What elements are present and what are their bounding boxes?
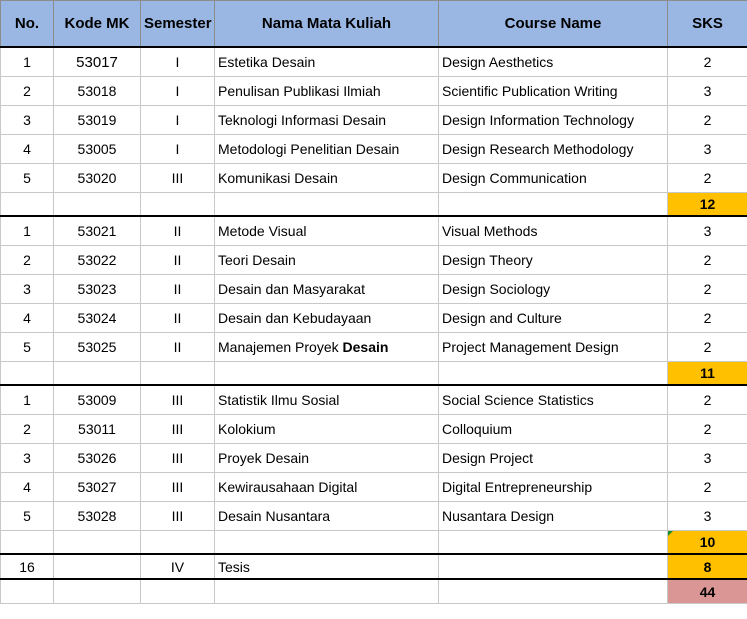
cell-semester[interactable]: II: [141, 275, 215, 304]
cell-semester[interactable]: I: [141, 47, 215, 77]
cell-course[interactable]: Design Sociology: [439, 275, 668, 304]
cell-no[interactable]: 2: [1, 415, 54, 444]
cell-kode[interactable]: 53022: [54, 246, 141, 275]
cell-semester[interactable]: II: [141, 333, 215, 362]
cell-course[interactable]: Design and Culture: [439, 304, 668, 333]
cell-no[interactable]: 2: [1, 77, 54, 106]
cell-course[interactable]: Visual Methods: [439, 216, 668, 246]
cell-sks[interactable]: 3: [668, 444, 747, 473]
cell-semester[interactable]: III: [141, 502, 215, 531]
cell-sks[interactable]: 3: [668, 216, 747, 246]
cell-nama[interactable]: Statistik Ilmu Sosial: [215, 385, 439, 415]
subtotal-sks[interactable]: 10: [668, 531, 747, 555]
cell-no[interactable]: 4: [1, 304, 54, 333]
empty-cell[interactable]: [439, 193, 668, 217]
cell-no[interactable]: 1: [1, 47, 54, 77]
cell-nama[interactable]: Metodologi Penelitian Desain: [215, 135, 439, 164]
cell-no[interactable]: 5: [1, 164, 54, 193]
cell-no[interactable]: 5: [1, 333, 54, 362]
empty-cell[interactable]: [215, 362, 439, 386]
cell-course[interactable]: Nusantara Design: [439, 502, 668, 531]
empty-cell[interactable]: [439, 554, 668, 579]
table-row: [1, 304, 747, 333]
empty-cell[interactable]: [141, 531, 215, 555]
cell-semester[interactable]: III: [141, 473, 215, 502]
cell-semester[interactable]: III: [141, 415, 215, 444]
cell-nama[interactable]: Komunikasi Desain: [215, 164, 439, 193]
cell-nama[interactable]: Metode Visual: [215, 216, 439, 246]
table-row: [1, 275, 747, 304]
empty-cell[interactable]: [54, 531, 141, 555]
empty-cell[interactable]: [54, 193, 141, 217]
cell-nama[interactable]: Kolokium: [215, 415, 439, 444]
cell-kode[interactable]: 53005: [54, 135, 141, 164]
cell-nama[interactable]: Desain dan Kebudayaan: [215, 304, 439, 333]
empty-cell[interactable]: [439, 531, 668, 555]
table-row: [1, 473, 747, 502]
table-row: [1, 106, 747, 135]
empty-cell[interactable]: [141, 362, 215, 386]
table-row: [1, 385, 747, 415]
cell-course[interactable]: Design Communication: [439, 164, 668, 193]
table-row: [1, 444, 747, 473]
cell-sks[interactable]: 2: [668, 385, 747, 415]
cell-course[interactable]: Design Project: [439, 444, 668, 473]
cell-semester[interactable]: III: [141, 164, 215, 193]
cell-course[interactable]: Digital Entrepreneurship: [439, 473, 668, 502]
empty-cell[interactable]: [439, 362, 668, 386]
subtotal-sks[interactable]: 12: [668, 193, 747, 217]
cell-kode[interactable]: 53024: [54, 304, 141, 333]
nama-text: Manajemen Proyek: [218, 339, 339, 355]
cell-no[interactable]: 4: [1, 135, 54, 164]
cell-course[interactable]: Scientific Publication Writing: [439, 77, 668, 106]
table-row: [1, 77, 747, 106]
cell-sks[interactable]: 2: [668, 473, 747, 502]
cell-kode[interactable]: 53023: [54, 275, 141, 304]
cell-nama[interactable]: Tesis: [215, 554, 439, 579]
header-course[interactable]: Course Name: [439, 1, 668, 48]
cell-course[interactable]: Social Science Statistics: [439, 385, 668, 415]
header-nama[interactable]: Nama Mata Kuliah: [215, 1, 439, 48]
empty-cell[interactable]: [141, 193, 215, 217]
cell-course[interactable]: Colloquium: [439, 415, 668, 444]
cell-no[interactable]: 3: [1, 106, 54, 135]
cell-nama[interactable]: Estetika Desain: [215, 47, 439, 77]
nama-bold-text: Desain: [342, 339, 389, 355]
cell-kode[interactable]: 53026: [54, 444, 141, 473]
cell-no[interactable]: 2: [1, 246, 54, 275]
table-row: [1, 246, 747, 275]
cell-course[interactable]: Project Management Design: [439, 333, 668, 362]
cell-no[interactable]: 1: [1, 216, 54, 246]
cell-kode[interactable]: 53020: [54, 164, 141, 193]
table-row: [1, 333, 747, 362]
cell-semester[interactable]: I: [141, 77, 215, 106]
cell-sks[interactable]: 3: [668, 77, 747, 106]
grand-total-row: [1, 579, 747, 604]
header-sks[interactable]: SKS: [668, 1, 747, 48]
cell-semester[interactable]: I: [141, 106, 215, 135]
cell-sks[interactable]: 2: [668, 164, 747, 193]
cell-kode[interactable]: 53027: [54, 473, 141, 502]
grand-total-sks[interactable]: 44: [668, 579, 747, 604]
empty-cell[interactable]: [215, 193, 439, 217]
cell-kode[interactable]: 53009: [54, 385, 141, 415]
empty-cell[interactable]: [54, 362, 141, 386]
cell-sks[interactable]: 2: [668, 106, 747, 135]
cell-no[interactable]: 1: [1, 385, 54, 415]
cell-nama[interactable]: [215, 333, 439, 362]
cell-nama[interactable]: Teori Desain: [215, 246, 439, 275]
subtotal-row: [1, 193, 747, 217]
cell-semester[interactable]: III: [141, 444, 215, 473]
table-row: [1, 502, 747, 531]
cell-no[interactable]: 3: [1, 444, 54, 473]
cell-semester[interactable]: I: [141, 135, 215, 164]
cell-sks[interactable]: 2: [668, 304, 747, 333]
cell-kode[interactable]: 53021: [54, 216, 141, 246]
cell-course[interactable]: Design Information Technology: [439, 106, 668, 135]
cell-no[interactable]: 4: [1, 473, 54, 502]
cell-nama[interactable]: Teknologi Informasi Desain: [215, 106, 439, 135]
empty-cell[interactable]: [141, 579, 215, 604]
cell-sks[interactable]: 2: [668, 275, 747, 304]
cell-no[interactable]: 5: [1, 502, 54, 531]
cell-sks[interactable]: 2: [668, 246, 747, 275]
cell-semester[interactable]: II: [141, 304, 215, 333]
cell-semester[interactable]: II: [141, 246, 215, 275]
cell-sks[interactable]: 2: [668, 47, 747, 77]
empty-cell[interactable]: [1, 362, 54, 386]
cell-nama[interactable]: Desain Nusantara: [215, 502, 439, 531]
empty-cell[interactable]: [1, 531, 54, 555]
subtotal-row: [1, 531, 747, 555]
header-semester[interactable]: Semester: [141, 1, 215, 48]
header-no[interactable]: No.: [1, 1, 54, 48]
table-row: [1, 216, 747, 246]
cell-nama[interactable]: Desain dan Masyarakat: [215, 275, 439, 304]
empty-cell[interactable]: [215, 579, 439, 604]
empty-cell[interactable]: [1, 193, 54, 217]
cell-nama[interactable]: Kewirausahaan Digital: [215, 473, 439, 502]
cell-semester[interactable]: III: [141, 385, 215, 415]
empty-cell[interactable]: [439, 579, 668, 604]
cell-sks[interactable]: 3: [668, 502, 747, 531]
cell-no[interactable]: 16: [1, 554, 54, 579]
table-row: [1, 415, 747, 444]
table-row: [1, 135, 747, 164]
cell-kode[interactable]: 53018: [54, 77, 141, 106]
empty-cell[interactable]: [54, 554, 141, 579]
empty-cell[interactable]: [215, 531, 439, 555]
table-row: [1, 164, 747, 193]
cell-semester[interactable]: IV: [141, 554, 215, 579]
cell-nama[interactable]: Penulisan Publikasi Ilmiah: [215, 77, 439, 106]
thesis-row: [1, 554, 747, 579]
cell-kode[interactable]: 53019: [54, 106, 141, 135]
cell-kode[interactable]: 53025: [54, 333, 141, 362]
cell-course[interactable]: Design Aesthetics: [439, 47, 668, 77]
subtotal-sks[interactable]: 11: [668, 362, 747, 386]
header-row: [1, 1, 747, 48]
cell-sks[interactable]: 2: [668, 415, 747, 444]
subtotal-row: [1, 362, 747, 386]
cell-course[interactable]: Design Theory: [439, 246, 668, 275]
thesis-sks[interactable]: 8: [668, 554, 747, 579]
cell-semester[interactable]: II: [141, 216, 215, 246]
cell-kode[interactable]: 53028: [54, 502, 141, 531]
header-kode[interactable]: Kode MK: [54, 1, 141, 48]
cell-sks[interactable]: 2: [668, 333, 747, 362]
cell-kode[interactable]: 53011: [54, 415, 141, 444]
cell-course[interactable]: Design Research Methodology: [439, 135, 668, 164]
cell-nama[interactable]: Proyek Desain: [215, 444, 439, 473]
cell-sks[interactable]: 3: [668, 135, 747, 164]
cell-kode[interactable]: 53017: [54, 47, 141, 77]
cell-no[interactable]: 3: [1, 275, 54, 304]
empty-cell[interactable]: [54, 579, 141, 604]
empty-cell[interactable]: [1, 579, 54, 604]
table-row: [1, 47, 747, 77]
